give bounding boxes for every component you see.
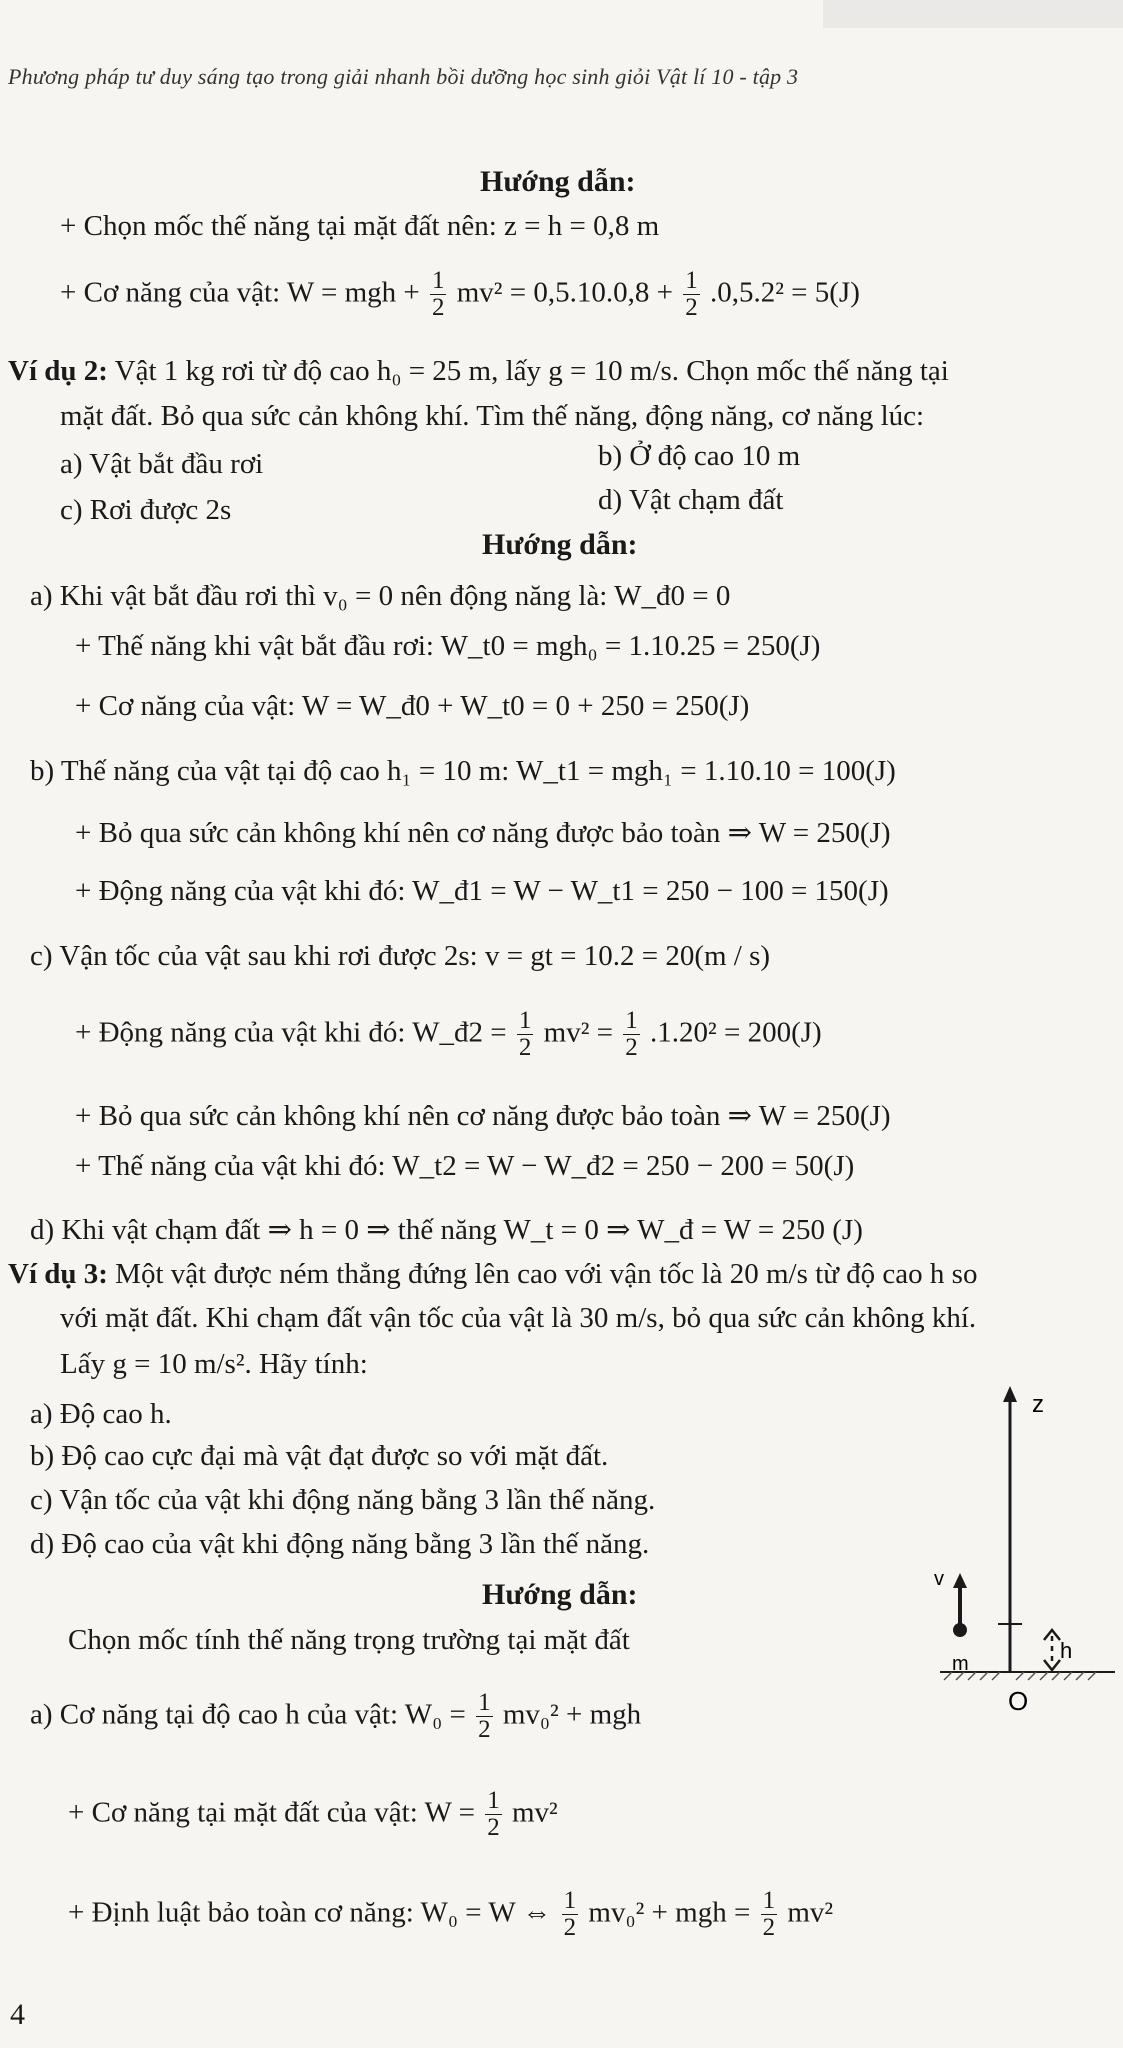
velocity-label: v xyxy=(934,1568,944,1590)
example-3-text-3: Lấy g = 10 m/s². Hãy tính: xyxy=(60,1348,368,1380)
fraction: $\frac{1}{2}$ xyxy=(685,267,698,322)
example-2-intro xyxy=(8,355,949,388)
example-3-opt-d: d) Độ cao của vật khi động năng bằng 3 lần thế năng. xyxy=(30,1528,650,1560)
ex3-sol-a xyxy=(30,1690,641,1744)
ex2-sol-c4: + Thế năng của vật khi đó: W_t2 = W − W_đ2 = 250 − 200 = 50(J) xyxy=(75,1150,855,1182)
example-2-opt-d: d) Vật chạm đất xyxy=(598,484,784,516)
running-header: Phương pháp tư duy sáng tạo trong giải nhanh bồi dưỡng học sinh giỏi Vật lí 10 - tập 3 xyxy=(8,64,799,89)
example-2-opt-b: b) Ở độ cao 10 m xyxy=(598,440,801,472)
top-line-1: + Chọn mốc thế năng tại mặt đất nên: z = h = 0,8 m xyxy=(60,210,660,242)
example-3-opt-b: b) Độ cao cực đại mà vật đạt được so với mặt đất. xyxy=(30,1440,609,1472)
ex3-sol-a2-pre: + Cơ năng tại mặt đất của vật: W = xyxy=(68,1796,475,1829)
top-line-2-post: .0,5.2² = 5(J) xyxy=(709,276,860,309)
page-number: 4 xyxy=(10,1998,25,2031)
example-2-label: Ví dụ 2: xyxy=(8,355,108,387)
fraction: $\frac{1}{2}$ xyxy=(625,1007,638,1062)
fraction: $\frac{1}{2}$ xyxy=(762,1887,776,1942)
example-2-text-2: mặt đất. Bỏ qua sức cản không khí. Tìm thế năng, động năng, cơ năng lúc: xyxy=(60,400,925,432)
fraction: $\frac{1}{2}$ xyxy=(431,267,445,322)
ex2-sol-c2-post: .1.20² = 200(J) xyxy=(650,1016,822,1049)
ex3-sol-0: Chọn mốc tính thế năng trọng trường tại mặt đất xyxy=(68,1624,630,1656)
ex3-sol-a3 xyxy=(68,1888,833,1942)
ex2-sol-c1: c) Vận tốc của vật sau khi rơi được 2s: v = gt = 10.2 = 20(m / s) xyxy=(30,940,771,972)
mass-label: m xyxy=(952,1653,969,1675)
guide-heading-3: Hướng dẫn: xyxy=(482,1578,638,1611)
ex2-sol-b2: + Bỏ qua sức cản không khí nên cơ năng được bảo toàn ⇒ W = 250(J) xyxy=(75,817,891,849)
ex3-sol-a-pre: a) Cơ năng tại độ cao h của vật: W₀ = xyxy=(30,1698,466,1731)
ex2-sol-b1: b) Thế năng của vật tại độ cao h₁ = 10 m: W_t1 = mgh₁ = 1.10.10 = 100(J) xyxy=(30,755,896,787)
example-2-opt-c: c) Rơi được 2s xyxy=(60,494,232,526)
ex2-sol-a1: a) Khi vật bắt đầu rơi thì v₀ = 0 nên động năng là: W_đ0 = 0 xyxy=(30,580,731,612)
fraction: $\frac{1}{2}$ xyxy=(478,1689,491,1744)
ex3-sol-a-post: mv₀² + mgh xyxy=(502,1698,642,1731)
example-3-opt-c: c) Vận tốc của vật khi động năng bằng 3 lần thế năng. xyxy=(30,1484,656,1516)
object-dot xyxy=(953,1623,967,1637)
z-axis-label: z xyxy=(1032,1391,1044,1418)
top-line-2-mid: mv² = 0,5.10.0,8 + xyxy=(456,276,673,309)
motion-diagram xyxy=(934,1380,1120,1720)
example-3-label: Ví dụ 3: xyxy=(8,1258,108,1290)
ex3-sol-a2 xyxy=(68,1788,558,1842)
ex2-sol-c2 xyxy=(75,1008,822,1062)
ex2-sol-a3: + Cơ năng của vật: W = W_đ0 + W_t0 = 0 + 250 = 250(J) xyxy=(75,690,750,722)
ex2-sol-c2-mid: mv² = xyxy=(543,1016,614,1049)
ex3-sol-a3-pre: + Định luật bảo toàn cơ năng: W₀ = W ⇔ xyxy=(68,1896,552,1929)
scan-edge xyxy=(823,0,1123,28)
ex2-sol-d1: d) Khi vật chạm đất ⇒ h = 0 ⇒ thế năng W_t = 0 ⇒ W_đ = W = 250 (J) xyxy=(30,1214,863,1246)
guide-heading-2: Hướng dẫn: xyxy=(482,528,638,561)
origin-label: O xyxy=(1008,1686,1029,1716)
guide-heading-1: Hướng dẫn: xyxy=(480,165,636,198)
velocity-arrow-icon xyxy=(953,1573,967,1588)
ex3-sol-a2-post: mv² xyxy=(511,1796,558,1829)
height-arrow-down-icon xyxy=(1044,1660,1060,1670)
fraction: $\frac{1}{2}$ xyxy=(487,1787,500,1842)
example-3-intro xyxy=(8,1258,977,1291)
ex2-sol-c3: + Bỏ qua sức cản không khí nên cơ năng được bảo toàn ⇒ W = 250(J) xyxy=(75,1100,891,1132)
ex2-sol-c2-pre: + Động năng của vật khi đó: W_đ2 = xyxy=(75,1016,507,1049)
top-line-2-pre: + Cơ năng của vật: W = mgh + xyxy=(60,276,420,309)
fraction: $\frac{1}{2}$ xyxy=(518,1007,532,1062)
example-3-text-2: với mặt đất. Khi chạm đất vận tốc của vật là 30 m/s, bỏ qua sức cản không khí. xyxy=(60,1302,977,1334)
ex3-sol-a3-mid: mv₀² + mgh = xyxy=(588,1896,751,1929)
top-line-2 xyxy=(60,268,860,322)
ex3-sol-a3-post: mv² xyxy=(787,1896,834,1929)
ex2-sol-b3: + Động năng của vật khi đó: W_đ1 = W − W_t1 = 250 − 100 = 150(J) xyxy=(75,875,889,907)
example-2-text-1: Vật 1 kg rơi từ độ cao h₀ = 25 m, lấy g = 10 m/s. Chọn mốc thế năng tại xyxy=(107,355,949,387)
fraction: $\frac{1}{2}$ xyxy=(563,1887,577,1942)
ex2-sol-a2: + Thế năng khi vật bắt đầu rơi: W_t0 = mgh₀ = 1.10.25 = 250(J) xyxy=(75,630,821,662)
z-axis-arrow-icon xyxy=(1003,1386,1017,1402)
example-2-opt-a: a) Vật bắt đầu rơi xyxy=(60,448,264,480)
example-3-opt-a: a) Độ cao h. xyxy=(30,1398,172,1430)
height-label: h xyxy=(1060,1638,1073,1663)
example-3-text-1: Một vật được ném thẳng đứng lên cao với vận tốc là 20 m/s từ độ cao h so xyxy=(107,1258,978,1290)
